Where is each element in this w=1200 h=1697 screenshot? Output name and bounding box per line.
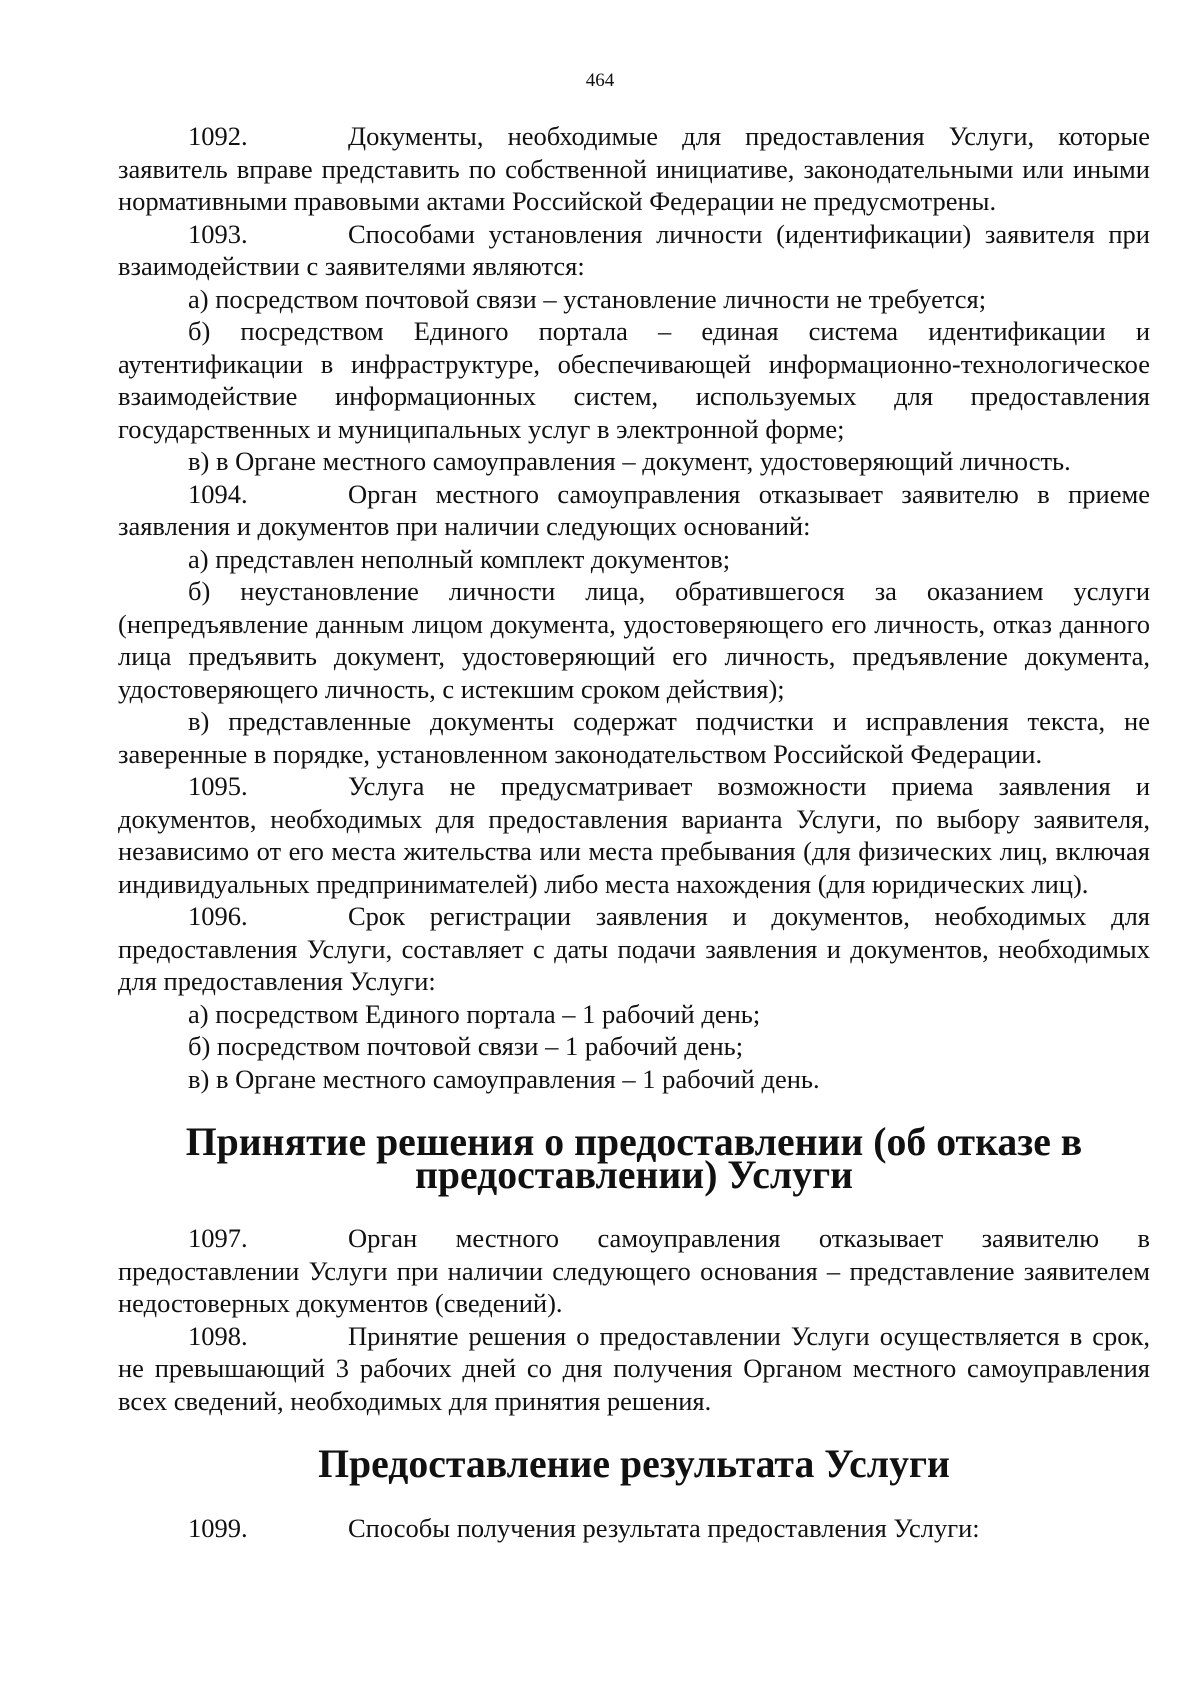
numbered-paragraph	[118, 770, 1150, 900]
numbered-paragraph	[118, 478, 1150, 543]
numbered-paragraph	[118, 120, 1150, 218]
list-item: а) представлен неполный комплект документов;	[188, 543, 731, 574]
list-item: в) представленные документы содержат подчистки и исправления текста, не заверенные в порядке, установленном законодательством Российской Федерации.	[118, 706, 1150, 769]
paragraph-text: Способы получения результата предоставления Услуги:	[348, 1512, 980, 1543]
numbered-paragraph	[118, 900, 1150, 998]
numbered-paragraph	[118, 218, 1150, 283]
list-item: б) неустановление личности лица, обратившегося за оказанием услуги (непредъявление данным лицом документа, удостоверяющего его личность, отказ данного лица предъявить документ, удостоверяющий его личность, предъявление документа, удостоверяющего личность, с истекшим сроком действия);	[118, 576, 1150, 704]
paragraph-text: Способами установления личности (идентификации) заявителя при взаимодействии с заявителями являются:	[118, 218, 1150, 281]
list-item: в) в Органе местного самоуправления – 1 рабочий день.	[188, 1063, 820, 1094]
paragraph-number: 1096.	[188, 901, 248, 931]
document-body	[118, 120, 1150, 1544]
paragraph-number: 1094.	[188, 478, 248, 509]
paragraph-number: 1097.	[188, 1223, 248, 1253]
section-heading-result: Предоставление результата Услуги	[318, 1442, 950, 1486]
paragraph-number: 1093.	[188, 218, 248, 249]
paragraph-number: 1095.	[188, 771, 248, 801]
numbered-paragraph	[118, 1222, 1150, 1320]
paragraph-text: Документы, необходимые для предоставления Услуги, которые заявитель вправе представить по собственной инициативе, законодательными или иными нормативными правовыми актами Российской Федерации не предусмотрены.	[118, 121, 1150, 216]
list-item: в) в Органе местного самоуправления – документ, удостоверяющий личность.	[188, 446, 1071, 476]
section-block-2	[118, 1222, 1150, 1417]
paragraph-text: Срок регистрации заявления и документов, необходимых для предоставления Услуги, составляет с даты подачи заявления и документов, необходимых для предоставления Услуги:	[118, 901, 1150, 996]
paragraph-text: Орган местного самоуправления отказывает заявителю в приеме заявления и документов при наличии следующих оснований:	[118, 478, 1150, 541]
paragraph-text: Принятие решения о предоставлении Услуги осуществляется в срок, не превышающий 3 рабочих дней со дня получения Органом местного самоуправления всех сведений, необходимых для принятия решения.	[118, 1320, 1150, 1416]
paragraph-text: Орган местного самоуправления отказывает заявителю в предоставлении Услуги при наличии следующего основания – представление заявителем недостоверных документов (сведений).	[118, 1223, 1150, 1318]
list-item: б) посредством Единого портала – единая система идентификации и аутентификации в инфраструктуре, обеспечивающей информационно-технологическое взаимодействие информационных систем, используемых для предоставления государственных и муниципальных услуг в электронной форме;	[118, 316, 1150, 444]
paragraph-number: 1092.	[188, 121, 248, 151]
section-heading-decision: Принятие решения о предоставлении (об отказе в предоставлении) Услуги	[185, 1120, 1083, 1197]
numbered-paragraph	[118, 1320, 1150, 1418]
list-item: а) посредством почтовой связи – установление личности не требуется;	[188, 283, 987, 314]
list-item: б) посредством почтовой связи – 1 рабочий день;	[188, 1031, 744, 1061]
section-block-1	[118, 120, 1150, 1095]
page-number: 464	[585, 70, 615, 91]
paragraph-number: 1099.	[188, 1512, 248, 1543]
paragraph-number: 1098.	[188, 1320, 248, 1351]
numbered-paragraph	[118, 1512, 1150, 1545]
paragraph-text: Услуга не предусматривает возможности приема заявления и документов, необходимых для предоставления варианта Услуги, по выбору заявителя, независимо от его места жительства или места пребывания (для физических лиц, включая индивидуальных предпринимателей) либо места нахождения (для юридических лиц).	[118, 771, 1150, 899]
list-item: а) посредством Единого портала – 1 рабочий день;	[188, 998, 761, 1029]
section-block-3	[118, 1512, 1150, 1545]
